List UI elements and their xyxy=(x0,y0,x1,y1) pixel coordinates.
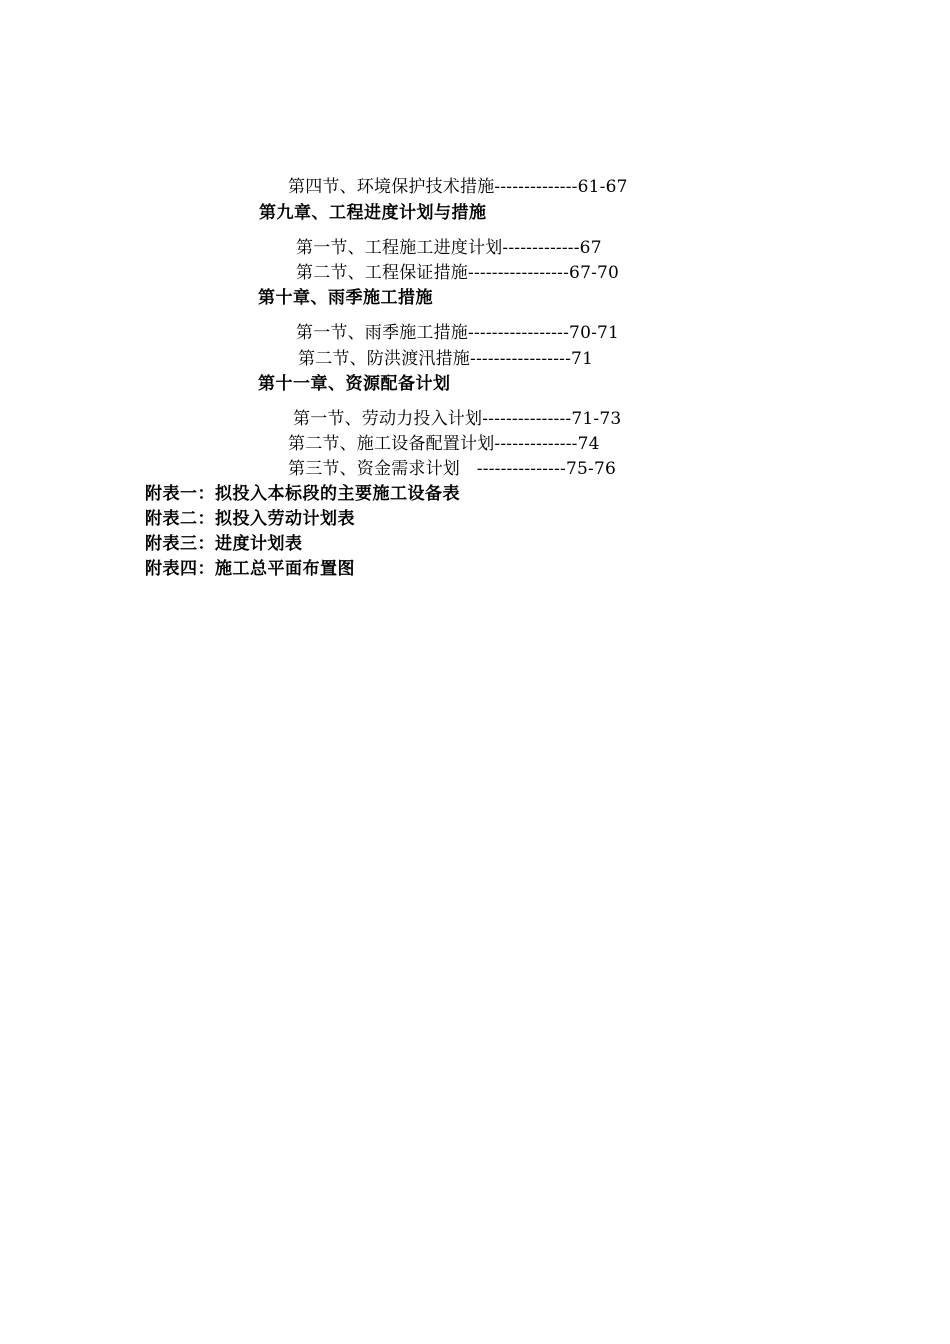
toc-entry-chapter-10: 第十章、雨季施工措施 xyxy=(258,288,433,308)
toc-entry-chapter-11-section-2: 第二节、施工设备配置计划--------------74 xyxy=(288,434,600,454)
toc-entry-chapter-9-section-1: 第一节、工程施工进度计划-------------67 xyxy=(296,238,602,258)
toc-entry-chapter-10-section-1: 第一节、雨季施工措施-----------------70-71 xyxy=(296,323,620,343)
toc-entry-section-4-environmental-protection: 第四节、环境保护技术措施--------------61-67 xyxy=(288,177,628,197)
appendix-2: 附表二：拟投入劳动计划表 xyxy=(145,509,355,529)
toc-entry-chapter-11: 第十一章、资源配备计划 xyxy=(258,374,451,394)
appendix-3: 附表三：进度计划表 xyxy=(145,534,303,554)
toc-entry-chapter-10-section-2: 第二节、防洪渡汛措施-----------------71 xyxy=(298,349,594,369)
toc-entry-chapter-9-section-2: 第二节、工程保证措施-----------------67-70 xyxy=(296,263,620,283)
toc-entry-chapter-11-section-3: 第三节、资金需求计划 ---------------75-76 xyxy=(288,459,616,479)
appendix-1: 附表一：拟投入本标段的主要施工设备表 xyxy=(145,484,460,504)
toc-entry-chapter-11-section-1: 第一节、劳动力投入计划---------------71-73 xyxy=(293,409,622,429)
appendix-4: 附表四：施工总平面布置图 xyxy=(145,559,355,579)
toc-entry-chapter-9: 第九章、工程进度计划与措施 xyxy=(259,203,487,223)
